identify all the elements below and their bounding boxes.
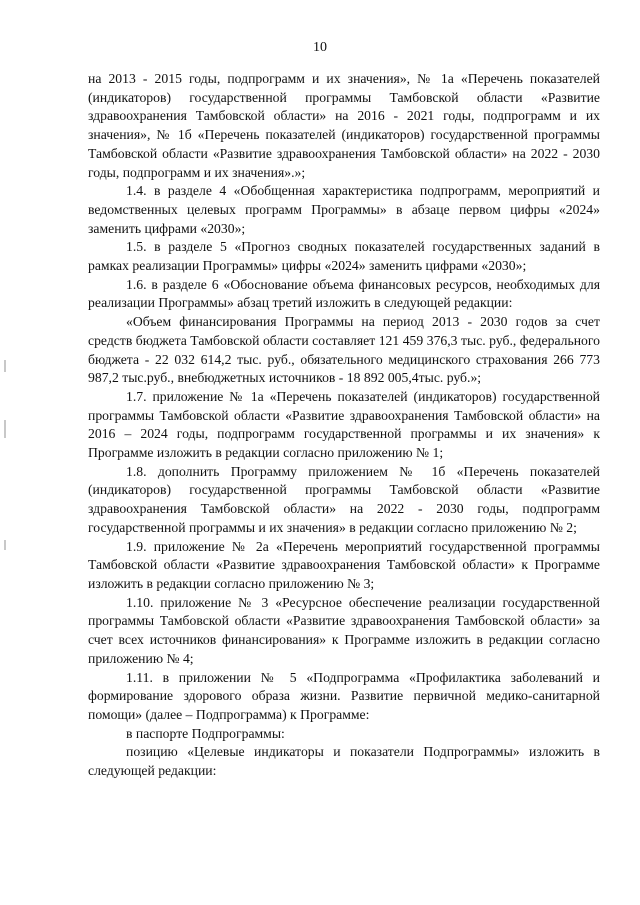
paragraph-1-6: 1.6. в разделе 6 «Обоснование объема финансовых ресурсов, необходимых для реализации Программы» абзац третий изложить в следующей редакции:	[88, 276, 600, 311]
document-body	[88, 70, 600, 781]
paragraph-1-7: 1.7. приложение № 1а «Перечень показателей (индикаторов) государственной программы Тамбовской области «Развитие здравоохранения Тамбовской области» на 2016 – 2024 годы, подпрограмм государственной программы и их значения» к Программе изложить в редакции согласно приложению № 1;	[88, 388, 600, 461]
paragraph-1-11: 1.11. в приложении № 5 «Подпрограмма «Профилактика заболеваний и формирование здорового образа жизни. Развитие первичной медико-санитарной помощи» (далее – Подпрограмма) к Программе:	[88, 669, 600, 722]
paragraph-intro: на 2013 - 2015 годы, подпрограмм и их значения», № 1а «Перечень показателей (индикаторов) государственной программы Тамбовской области «Развитие здравоохранения Тамбовской области» на 2016 - 2021 годы, подпрограмм и их значения», № 1б «Перечень показателей (индикаторов) государственной программы Тамбовской области «Развитие здравоохранения Тамбовской области» на 2022 - 2030 годы, подпрограмм и их значения».»;	[88, 71, 600, 180]
paragraph-1-8: 1.8. дополнить Программу приложением № 1б «Перечень показателей (индикаторов) государственной программы Тамбовской области «Развитие здравоохранения Тамбовской области» на 2022 - 2030 годы, подпрограмм государственной программы и их значения» в редакции согласно приложению № 2;	[88, 463, 600, 535]
paragraph-passport: в паспорте Подпрограммы:	[126, 725, 285, 741]
paragraph-1-10: 1.10. приложение № 3 «Ресурсное обеспечение реализации государственной программы Тамбовской области «Развитие здравоохранения Тамбовской области» за счет всех источников финансирования» к Программе изложить в редакции согласно приложению № 4;	[88, 594, 600, 666]
scan-margin-mark	[4, 420, 6, 438]
paragraph-1-5: 1.5. в разделе 5 «Прогноз сводных показателей государственных заданий в рамках реализации Программы» цифры «2024» заменить цифрами «2030»;	[88, 239, 600, 274]
paragraph-1-4: 1.4. в разделе 4 «Обобщенная характеристика подпрограмм, мероприятий и ведомственных целевых программ Программы» в абзаце первом цифры «2024» заменить цифрами «2030»;	[88, 183, 600, 236]
scan-margin-mark	[4, 540, 6, 550]
paragraph-1-9: 1.9. приложение № 2а «Перечень мероприятий государственной программы Тамбовской области «Развитие здравоохранения Тамбовской области» к Программе изложить в редакции согласно приложению № 3;	[88, 538, 600, 591]
paragraph-financing-quote: «Объем финансирования Программы на период 2013 - 2030 годов за счет средств бюджета Тамбовской области составляет 121 459 376,3 тыс. руб., федерального бюджета - 22 032 614,2 тыс. руб., обязательного медицинского страхования 266 773 987,2 тыс.руб., внебюджетных источников - 18 892 005,4тыс. руб.»;	[88, 314, 600, 386]
scan-margin-mark	[4, 360, 6, 372]
paragraph-position: позицию «Целевые индикаторы и показатели Подпрограммы» изложить в следующей редакции:	[88, 744, 600, 779]
page-number: 10	[313, 40, 327, 55]
